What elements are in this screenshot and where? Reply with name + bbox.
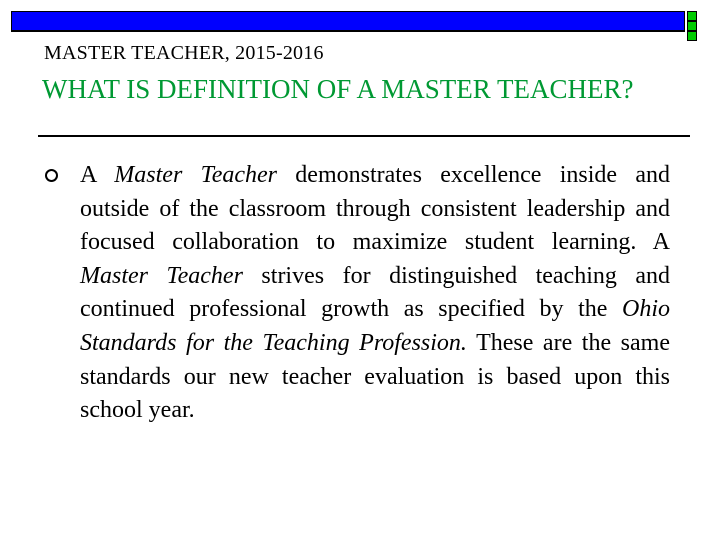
bullet-run-italic: Ohio Standards for the Teaching Profession. <box>80 296 670 356</box>
bullet-text <box>80 159 670 428</box>
corner-squares-icon <box>687 11 709 42</box>
title-divider <box>38 135 690 137</box>
slide-title: WHAT IS DEFINITION OF A MASTER TEACHER? <box>42 74 634 104</box>
bullet-run-italic: Master Teacher <box>80 262 243 289</box>
top-decorative-bar <box>11 11 685 31</box>
bullet-run: strives for distinguished teaching and continued professional growth as specified by the <box>80 262 671 323</box>
green-square-icon <box>687 11 697 21</box>
bullet-run: A <box>80 162 115 188</box>
bullet-run-italic: Master Teacher <box>114 162 278 188</box>
hollow-circle-bullet-icon <box>45 169 58 182</box>
green-square-icon <box>687 31 697 41</box>
header-divider <box>11 31 685 32</box>
slide-header: MASTER TEACHER, 2015-2016 <box>44 42 324 64</box>
bullet-run: These are the same standards our new teacher evaluation is based upon this school year. <box>80 329 670 424</box>
green-square-icon <box>687 21 697 31</box>
bullet-run: demonstrates excellence inside and outside of the classroom through consistent leadership and focused collaboration to maximize student learning. A <box>80 162 670 256</box>
